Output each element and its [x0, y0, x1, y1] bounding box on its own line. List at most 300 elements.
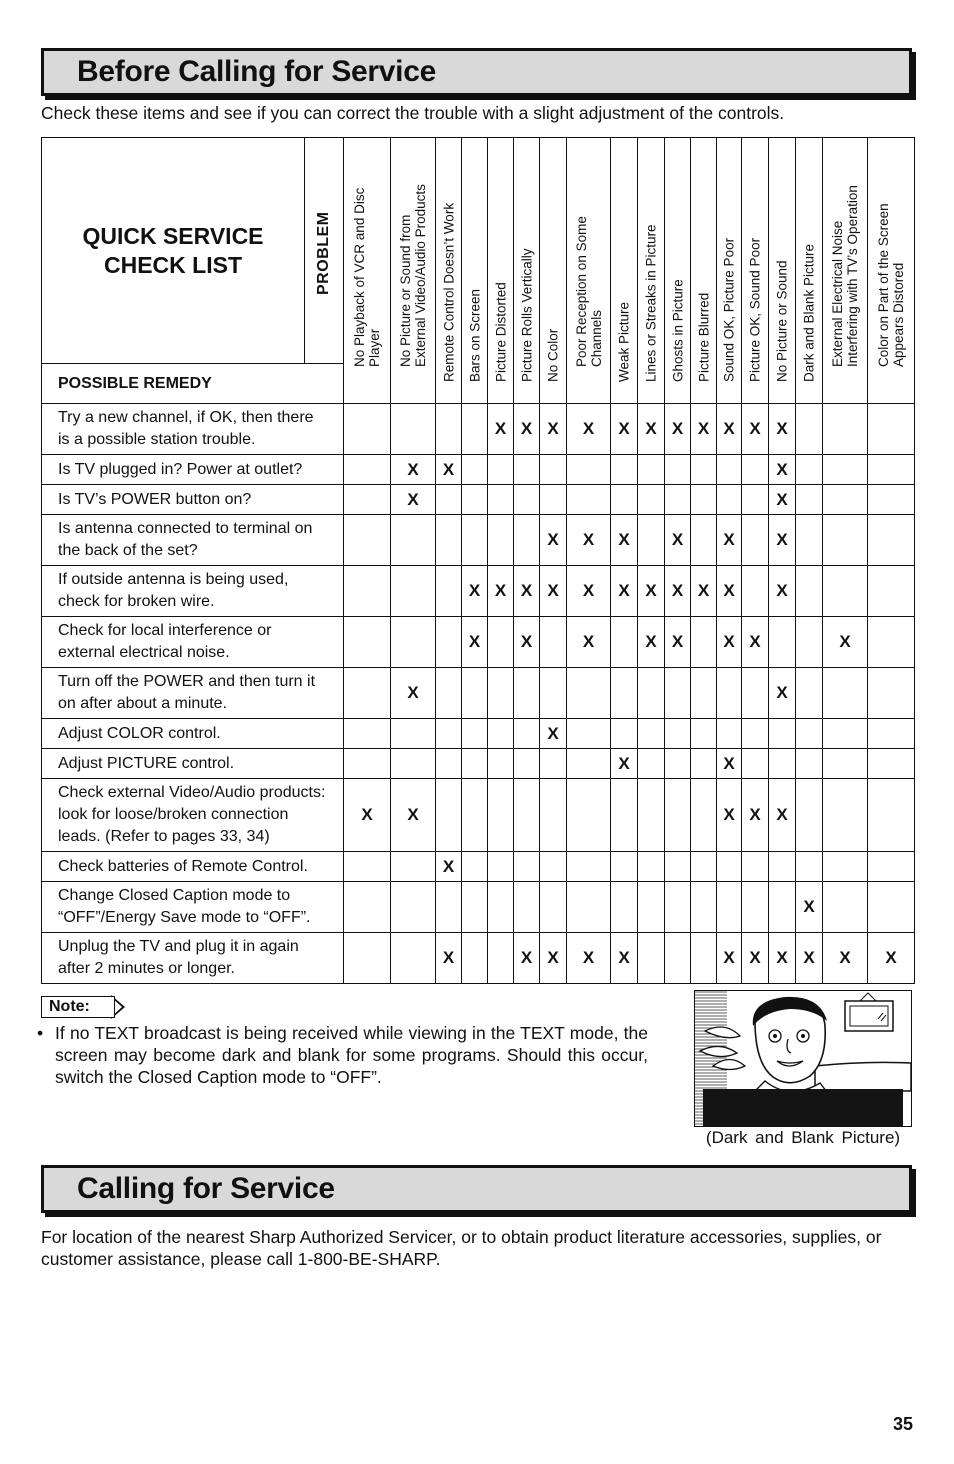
check-mark-cell: X — [488, 404, 514, 455]
check-mark-cell: X — [769, 404, 796, 455]
check-mark-cell — [868, 455, 915, 485]
remedy-text-line: after 2 minutes or longer. — [58, 960, 235, 977]
checklist-table — [41, 137, 915, 984]
problem-label-text: No Color — [545, 328, 561, 382]
problem-label-text: Bars on Screen — [467, 288, 482, 382]
problem-label: PROBLEM — [315, 211, 332, 295]
check-mark-cell — [823, 749, 868, 779]
check-mark-cell — [488, 719, 514, 749]
problem-column-header — [462, 138, 488, 404]
check-mark-cell — [462, 668, 488, 719]
check-mark-cell — [717, 882, 742, 933]
check-mark-cell — [344, 882, 391, 933]
check-mark-cell: X — [717, 404, 742, 455]
remedy-text — [42, 933, 344, 984]
check-mark-cell: X — [742, 933, 769, 984]
check-mark-cell — [742, 515, 769, 566]
problem-label-text: Picture Distorted — [493, 282, 508, 382]
check-mark-cell — [436, 485, 462, 515]
check-mark-cell: X — [769, 515, 796, 566]
remedy-text — [42, 749, 344, 779]
check-mark-cell — [436, 668, 462, 719]
problem-column-header — [717, 138, 742, 404]
check-mark-cell: X — [717, 566, 742, 617]
check-mark-cell — [344, 668, 391, 719]
problem-column-header — [638, 138, 665, 404]
problem-label-text: Remote Control Doesn’t Work — [441, 202, 456, 382]
remedy-text-line: is a possible station trouble. — [58, 431, 256, 448]
check-mark-cell — [462, 749, 488, 779]
check-mark-cell — [344, 933, 391, 984]
problem-label-text: Poor Reception on Some — [573, 216, 589, 367]
problem-column-header — [488, 138, 514, 404]
check-mark-cell: X — [540, 515, 567, 566]
check-mark-cell — [462, 485, 488, 515]
check-mark-cell — [462, 515, 488, 566]
check-mark-cell — [611, 668, 638, 719]
problem-column-header — [796, 138, 823, 404]
check-mark-cell — [611, 485, 638, 515]
remedy-text — [42, 882, 344, 933]
remedy-text-line: Check batteries of Remote Control. — [58, 857, 308, 875]
check-mark-cell — [796, 749, 823, 779]
check-mark-cell — [436, 719, 462, 749]
check-mark-cell — [488, 455, 514, 485]
check-mark-cell — [769, 852, 796, 882]
check-mark-cell — [769, 749, 796, 779]
section-title: Calling for Service — [77, 1172, 335, 1205]
remedy-text-line: Check for local interference or — [58, 622, 272, 639]
check-mark-cell — [691, 617, 717, 668]
check-mark-cell — [567, 719, 611, 749]
remedy-row — [42, 719, 915, 749]
check-mark-cell — [540, 779, 567, 852]
check-mark-cell — [344, 617, 391, 668]
remedy-row — [42, 852, 915, 882]
remedy-text-line: Try a new channel, if OK, then there — [58, 409, 314, 426]
remedy-text — [42, 779, 344, 852]
check-mark-cell — [344, 515, 391, 566]
check-mark-cell — [742, 749, 769, 779]
check-mark-cell — [611, 719, 638, 749]
check-mark-cell: X — [611, 404, 638, 455]
remedy-text-line: Turn off the POWER and then turn it — [58, 673, 316, 690]
check-mark-cell — [540, 485, 567, 515]
problem-label-text: Picture Rolls Vertically — [519, 248, 534, 382]
remedy-text-line: Adjust COLOR control. — [58, 724, 221, 742]
check-mark-cell — [638, 779, 665, 852]
check-mark-cell — [391, 749, 436, 779]
check-mark-cell: X — [665, 617, 691, 668]
check-mark-cell: X — [611, 566, 638, 617]
check-mark-cell — [665, 779, 691, 852]
check-mark-cell — [540, 455, 567, 485]
check-mark-cell — [665, 852, 691, 882]
check-mark-cell — [488, 485, 514, 515]
problem-label-text: Picture OK, Sound Poor — [747, 237, 763, 382]
check-mark-cell — [691, 668, 717, 719]
check-mark-cell — [823, 852, 868, 882]
remedy-text — [42, 617, 344, 668]
check-mark-cell — [488, 668, 514, 719]
check-mark-cell — [665, 668, 691, 719]
check-mark-cell — [638, 933, 665, 984]
check-mark-cell — [391, 882, 436, 933]
check-mark-cell — [540, 668, 567, 719]
problem-column-header — [611, 138, 638, 404]
check-mark-cell — [344, 852, 391, 882]
check-mark-cell — [344, 485, 391, 515]
check-mark-cell — [391, 719, 436, 749]
remedy-text-line: Check external Video/Audio products: — [58, 784, 326, 801]
check-mark-cell — [638, 882, 665, 933]
check-mark-cell: X — [462, 617, 488, 668]
remedy-text-line: If outside antenna is being used, — [58, 571, 289, 588]
check-mark-cell — [796, 404, 823, 455]
intro-text: Check these items and see if you can correct the trouble with a slight adjustment of the controls. — [41, 103, 785, 123]
check-mark-cell: X — [769, 455, 796, 485]
check-mark-cell: X — [769, 668, 796, 719]
check-mark-cell: X — [611, 749, 638, 779]
check-mark-cell — [462, 852, 488, 882]
problem-column-header — [436, 138, 462, 404]
problem-label-text: External Video/Audio Products — [413, 184, 428, 367]
check-mark-cell — [638, 455, 665, 485]
section-title: Before Calling for Service — [77, 55, 436, 88]
check-mark-cell: X — [769, 933, 796, 984]
check-mark-cell — [514, 485, 540, 515]
remedy-row — [42, 515, 915, 566]
remedy-text-line: Change Closed Caption mode to — [58, 887, 291, 904]
check-mark-cell — [868, 617, 915, 668]
problem-label-text: Player — [367, 328, 382, 367]
problem-label-text: Dark and Blank Picture — [801, 243, 817, 382]
problem-label-text: Interfering with TV’s Operation — [845, 185, 860, 367]
check-mark-cell — [514, 779, 540, 852]
remedy-text-line: look for loose/broken connection — [58, 806, 289, 823]
check-mark-cell — [514, 668, 540, 719]
check-mark-cell — [665, 455, 691, 485]
check-mark-cell — [796, 852, 823, 882]
check-mark-cell: X — [638, 566, 665, 617]
check-mark-cell — [488, 779, 514, 852]
check-mark-cell — [796, 617, 823, 668]
remedy-text-line: “OFF”/Energy Save mode to “OFF”. — [58, 909, 311, 926]
problem-column-header — [344, 138, 391, 404]
check-mark-cell — [823, 404, 868, 455]
check-mark-cell — [769, 882, 796, 933]
check-mark-cell: X — [611, 933, 638, 984]
check-mark-cell — [717, 719, 742, 749]
problem-label-text: No Picture or Sound — [774, 260, 790, 382]
check-mark-cell — [769, 719, 796, 749]
check-mark-cell — [823, 779, 868, 852]
tv-man-illustration — [695, 991, 911, 1126]
problem-column-header — [391, 138, 436, 404]
check-mark-cell: X — [665, 566, 691, 617]
check-mark-cell — [514, 852, 540, 882]
check-mark-cell — [665, 882, 691, 933]
check-mark-cell — [742, 566, 769, 617]
illustration-caption: (Dark and Blank Picture) — [705, 1128, 901, 1147]
check-mark-cell: X — [717, 749, 742, 779]
possible-remedy-header: POSSIBLE REMEDY — [42, 364, 344, 404]
remedy-text-line: on after about a minute. — [58, 695, 227, 712]
remedy-row — [42, 485, 915, 515]
check-mark-cell — [823, 455, 868, 485]
check-mark-cell — [868, 749, 915, 779]
check-mark-cell — [742, 485, 769, 515]
check-mark-cell — [823, 515, 868, 566]
problem-column-header — [823, 138, 868, 404]
problem-column-header — [514, 138, 540, 404]
check-mark-cell — [611, 882, 638, 933]
check-mark-cell — [796, 566, 823, 617]
check-mark-cell — [868, 779, 915, 852]
section-banner-calling — [41, 1165, 912, 1213]
remedy-text — [42, 668, 344, 719]
check-mark-cell — [823, 882, 868, 933]
check-mark-cell — [344, 566, 391, 617]
check-mark-cell — [665, 749, 691, 779]
check-mark-cell — [391, 617, 436, 668]
check-mark-cell — [868, 515, 915, 566]
check-mark-cell — [868, 668, 915, 719]
check-mark-cell — [436, 749, 462, 779]
check-mark-cell — [514, 882, 540, 933]
check-mark-cell — [796, 515, 823, 566]
check-mark-cell: X — [823, 617, 868, 668]
check-mark-cell — [691, 779, 717, 852]
check-mark-cell — [868, 852, 915, 882]
check-mark-cell: X — [638, 617, 665, 668]
check-mark-cell — [488, 617, 514, 668]
bullet-icon: • — [37, 1023, 44, 1043]
check-mark-cell: X — [742, 617, 769, 668]
remedy-text — [42, 485, 344, 515]
check-mark-cell: X — [691, 566, 717, 617]
check-mark-cell: X — [514, 933, 540, 984]
check-mark-cell — [796, 719, 823, 749]
remedy-row — [42, 566, 915, 617]
check-mark-cell — [742, 668, 769, 719]
check-mark-cell — [742, 455, 769, 485]
check-mark-cell — [436, 617, 462, 668]
check-mark-cell: X — [436, 455, 462, 485]
check-mark-cell — [796, 779, 823, 852]
problem-column-header — [567, 138, 611, 404]
check-mark-cell — [868, 566, 915, 617]
check-mark-cell: X — [567, 933, 611, 984]
remedy-row — [42, 779, 915, 852]
check-mark-cell — [391, 933, 436, 984]
section-banner-before-calling — [41, 48, 912, 96]
check-mark-cell: X — [514, 404, 540, 455]
check-mark-cell — [344, 404, 391, 455]
check-mark-cell — [514, 515, 540, 566]
problem-label-text: Weak Picture — [616, 301, 632, 382]
check-mark-cell: X — [691, 404, 717, 455]
check-mark-cell — [717, 455, 742, 485]
check-mark-cell — [514, 719, 540, 749]
check-mark-cell — [462, 779, 488, 852]
check-mark-cell: X — [540, 404, 567, 455]
problem-column-header — [769, 138, 796, 404]
check-mark-cell — [638, 852, 665, 882]
check-mark-cell: X — [742, 404, 769, 455]
check-mark-cell — [391, 404, 436, 455]
problem-header-row — [42, 138, 915, 364]
remedy-text-line: leads. (Refer to pages 33, 34) — [58, 828, 270, 845]
note-text-block — [37, 1022, 648, 1088]
check-mark-cell: X — [514, 617, 540, 668]
check-mark-cell — [611, 779, 638, 852]
check-mark-cell: X — [391, 485, 436, 515]
check-mark-cell — [540, 617, 567, 668]
check-mark-cell: X — [638, 404, 665, 455]
check-mark-cell — [691, 933, 717, 984]
check-mark-cell — [691, 852, 717, 882]
check-mark-cell — [665, 933, 691, 984]
remedy-text-line: external electrical noise. — [58, 644, 230, 661]
check-mark-cell — [462, 882, 488, 933]
check-mark-cell — [462, 719, 488, 749]
check-mark-cell — [638, 515, 665, 566]
remedy-row — [42, 882, 915, 933]
check-mark-cell: X — [391, 668, 436, 719]
remedy-text — [42, 515, 344, 566]
check-mark-cell — [391, 515, 436, 566]
check-mark-cell: X — [665, 404, 691, 455]
check-mark-cell: X — [665, 515, 691, 566]
check-mark-cell — [567, 882, 611, 933]
checklist-title-line: QUICK SERVICE — [82, 222, 264, 249]
check-mark-cell — [540, 852, 567, 882]
check-mark-cell — [691, 515, 717, 566]
check-mark-cell — [691, 749, 717, 779]
check-mark-cell — [769, 617, 796, 668]
check-mark-cell — [436, 566, 462, 617]
check-mark-cell: X — [611, 515, 638, 566]
check-mark-cell — [462, 404, 488, 455]
check-mark-cell: X — [567, 515, 611, 566]
note-label: Note: — [41, 996, 115, 1018]
check-mark-cell: X — [462, 566, 488, 617]
problem-label-text: External Electrical Noise — [830, 220, 845, 367]
check-mark-cell — [611, 852, 638, 882]
check-mark-cell: X — [717, 779, 742, 852]
check-mark-cell: X — [742, 779, 769, 852]
check-mark-cell: X — [391, 779, 436, 852]
check-mark-cell: X — [717, 933, 742, 984]
remedy-text-line: Is TV plugged in? Power at outlet? — [58, 460, 303, 478]
contact-text: For location of the nearest Sharp Authorized Servicer, or to obtain product literature accessories, supplies, or customer assistance, please call 1-800-BE-SHARP. — [41, 1227, 882, 1269]
check-mark-cell — [638, 719, 665, 749]
check-mark-cell: X — [769, 566, 796, 617]
check-mark-cell — [691, 455, 717, 485]
check-mark-cell — [488, 933, 514, 984]
check-mark-cell: X — [540, 719, 567, 749]
checklist-title — [42, 138, 305, 364]
check-mark-cell: X — [796, 933, 823, 984]
check-mark-cell — [436, 779, 462, 852]
note-tag — [41, 996, 121, 1018]
check-mark-cell — [344, 749, 391, 779]
check-mark-cell — [540, 882, 567, 933]
check-mark-cell — [868, 404, 915, 455]
check-mark-cell — [611, 617, 638, 668]
check-mark-cell — [514, 749, 540, 779]
check-mark-cell: X — [567, 617, 611, 668]
problem-column-header — [540, 138, 567, 404]
check-mark-cell — [717, 852, 742, 882]
problem-column-header — [665, 138, 691, 404]
remedy-row — [42, 404, 915, 455]
check-mark-cell — [540, 749, 567, 779]
problem-label-text: No Playback of VCR and Disc — [352, 187, 367, 367]
check-mark-cell — [488, 882, 514, 933]
problem-label-cell — [305, 138, 344, 364]
check-mark-cell — [391, 566, 436, 617]
remedy-text-line: check for broken wire. — [58, 593, 215, 610]
quick-service-checklist — [41, 137, 913, 977]
problem-label-text: Color on Part of the Screen — [876, 203, 891, 367]
check-mark-cell: X — [540, 566, 567, 617]
problem-label-text: No Picture or Sound from — [398, 214, 413, 367]
check-mark-cell — [611, 455, 638, 485]
dark-blank-picture-illustration — [694, 990, 912, 1127]
check-mark-cell — [462, 455, 488, 485]
problem-column-header — [868, 138, 915, 404]
check-mark-cell — [742, 882, 769, 933]
check-mark-cell: X — [796, 882, 823, 933]
problem-label-text: Sound OK, Picture Poor — [721, 237, 737, 382]
check-mark-cell — [868, 882, 915, 933]
check-mark-cell — [823, 668, 868, 719]
check-mark-cell — [567, 485, 611, 515]
check-mark-cell — [742, 719, 769, 749]
problem-column-header — [742, 138, 769, 404]
note-text: If no TEXT broadcast is being received while viewing in the TEXT mode, the screen may become dark and blank for some programs. Should this occur, switch the Closed Caption mode to “OFF”. — [55, 1023, 648, 1087]
check-mark-cell — [823, 485, 868, 515]
check-mark-cell — [462, 933, 488, 984]
remedy-text — [42, 566, 344, 617]
remedy-text — [42, 719, 344, 749]
remedy-text-line: Unplug the TV and plug it in again — [58, 938, 299, 955]
check-mark-cell — [488, 749, 514, 779]
check-mark-cell: X — [488, 566, 514, 617]
check-mark-cell — [344, 455, 391, 485]
remedy-row — [42, 617, 915, 668]
check-mark-cell — [796, 668, 823, 719]
check-mark-cell — [567, 779, 611, 852]
checklist-title-line: CHECK LIST — [104, 251, 242, 278]
check-mark-cell — [436, 515, 462, 566]
check-mark-cell — [796, 455, 823, 485]
check-mark-cell — [638, 749, 665, 779]
check-mark-cell — [742, 852, 769, 882]
page-number: 35 — [892, 1414, 913, 1434]
check-mark-cell — [691, 485, 717, 515]
check-mark-cell — [691, 719, 717, 749]
check-mark-cell: X — [717, 515, 742, 566]
remedy-text — [42, 404, 344, 455]
check-mark-cell — [665, 719, 691, 749]
check-mark-cell: X — [567, 404, 611, 455]
check-mark-cell: X — [769, 779, 796, 852]
remedy-text-line: the back of the set? — [58, 542, 198, 559]
check-mark-cell — [391, 852, 436, 882]
